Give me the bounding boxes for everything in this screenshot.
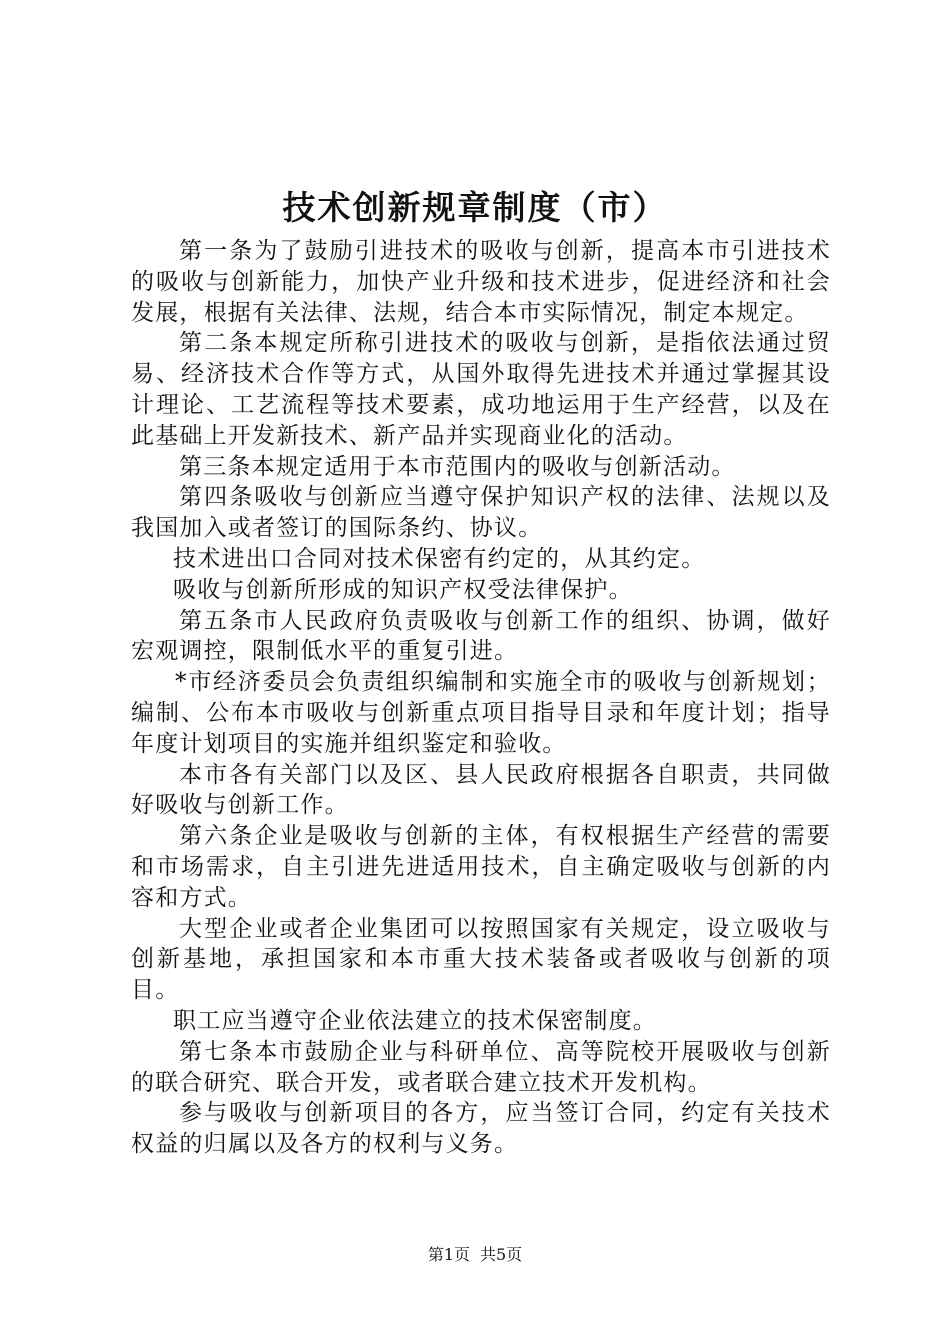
paragraph-confidentiality: 技术进出口合同对技术保密有约定的，从其约定。: [173, 545, 706, 572]
page-number: 第1页: [427, 1245, 470, 1264]
paragraph-article-6: 第六条企业是吸收与创新的主体，有权根据生产经营的需要和市场需求，自主引进先进适用技术，自主确定吸收与创新的内容和方式。: [131, 823, 831, 911]
document-body: [131, 236, 831, 1160]
paragraph-article-2: 第二条本规定所称引进技术的吸收与创新，是指依法通过贸易、经济技术合作等方式，从国外取得先进技术并通过掌握其设计理论、工艺流程等技术要素，成功地运用于生产经营，以及在此基础上开发新技术、新产品并实现商业化的活动。: [131, 330, 831, 449]
paragraph-large-enterprises: 大型企业或者企业集团可以按照国家有关规定，设立吸收与创新基地，承担国家和本市重大技术装备或者吸收与创新的项目。: [131, 915, 831, 1004]
paragraph-article-1: 第一条为了鼓励引进技术的吸收与创新，提高本市引进技术的吸收与创新能力，加快产业升级和技术进步，促进经济和社会发展，根据有关法律、法规，结合本市实际情况，制定本规定。: [131, 238, 831, 326]
paragraph-article-5: 第五条市人民政府负责吸收与创新工作的组织、协调，做好宏观调控，限制低水平的重复引进。: [131, 607, 831, 665]
document-title: 技术创新规章制度（市）: [282, 188, 668, 227]
paragraph-ip-protection: 吸收与创新所形成的知识产权受法律保护。: [173, 576, 633, 603]
paragraph-article-3: 第三条本规定适用于本市范围内的吸收与创新活动。: [179, 453, 736, 480]
paragraph-contract-parties: 参与吸收与创新项目的各方，应当签订合同，约定有关技术权益的归属以及各方的权利与义务。: [131, 1100, 831, 1158]
page-count: 共5页: [480, 1245, 523, 1264]
paragraph-employee-confidentiality: 职工应当遵守企业依法建立的技术保密制度。: [173, 1007, 657, 1034]
paragraph-article-7: 第七条本市鼓励企业与科研单位、高等院校开展吸收与创新的联合研究、联合开发，或者联合建立技术开发机构。: [131, 1038, 831, 1096]
paragraph-departments: 本市各有关部门以及区、县人民政府根据各自职责，共同做好吸收与创新工作。: [131, 761, 831, 819]
paragraph-economic-committee: *市经济委员会负责组织编制和实施全市的吸收与创新规划；编制、公布本市吸收与创新重点项目指导目录和年度计划；指导年度计划项目的实施并组织鉴定和验收。: [131, 669, 831, 757]
page-footer: [0, 1244, 950, 1266]
paragraph-article-4: 第四条吸收与创新应当遵守保护知识产权的法律、法规以及我国加入或者签订的国际条约、协议。: [131, 484, 831, 542]
